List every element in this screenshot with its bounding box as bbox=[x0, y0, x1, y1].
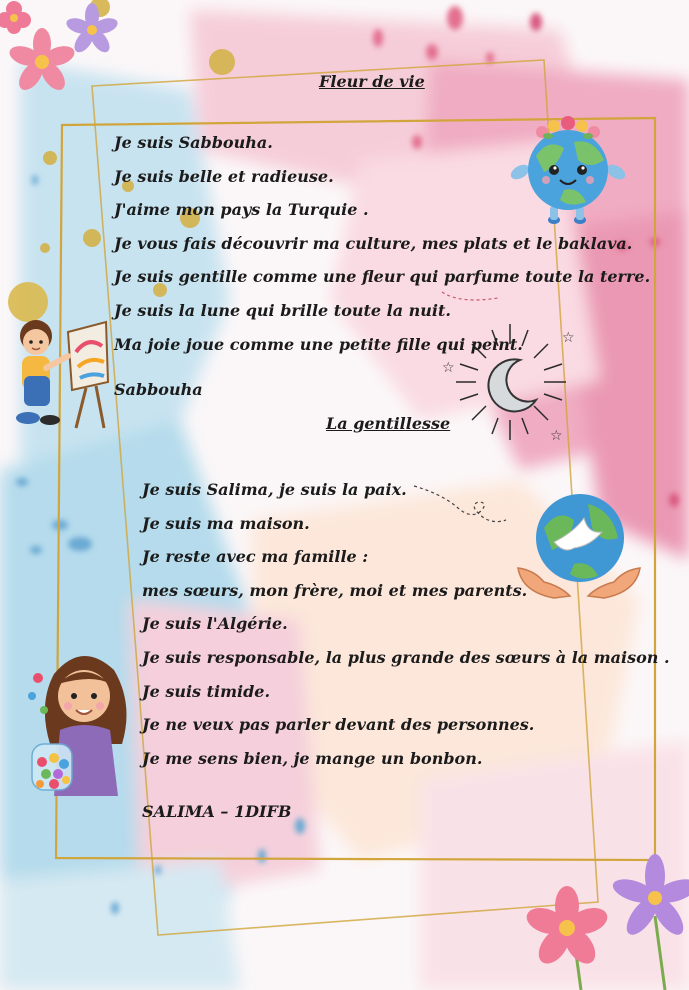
poem-line: J'aime mon pays la Turquie . bbox=[114, 200, 369, 220]
poem-line: Je suis l'Algérie. bbox=[142, 614, 288, 634]
poem-line: Je suis responsable, la plus grande des sœurs à la maison . bbox=[142, 647, 670, 667]
poem-line: Ma joie joue comme une petite fille qui peint. bbox=[114, 334, 523, 354]
poem-line: Je suis gentille comme une fleur qui parfume toute la terre. bbox=[114, 267, 651, 287]
poem2-title: La gentillesse bbox=[326, 414, 451, 433]
poem1-body bbox=[114, 126, 650, 361]
poem-line: Je suis ma maison. bbox=[142, 513, 310, 533]
poem-line: Je ne veux pas parler devant des personnes. bbox=[142, 715, 535, 735]
poem-line: Je me sens bien, je mange un bonbon. bbox=[142, 748, 483, 768]
svg-text:☆: ☆ bbox=[562, 330, 575, 346]
poem-line: Je reste avec ma famille : bbox=[142, 547, 369, 567]
poem-line: Je suis Salima, je suis la paix. bbox=[142, 480, 407, 499]
poem-line: Je suis belle et radieuse. bbox=[114, 166, 334, 186]
poem2-signature: SALIMA – 1DIFB bbox=[142, 802, 292, 821]
poem1-signature: Sabbouha bbox=[114, 380, 203, 399]
svg-text:☆: ☆ bbox=[550, 428, 563, 444]
poem1-title: Fleur de vie bbox=[319, 72, 425, 91]
girl-painting-easel-icon bbox=[6, 312, 110, 430]
poem-line: Je suis la lune qui brille toute la nuit. bbox=[114, 300, 451, 320]
poem-line: Je vous fais découvrir ma culture, mes plats et le baklava. bbox=[114, 233, 633, 253]
poem-line: mes sœurs, mon frère, moi et mes parents. bbox=[142, 580, 528, 600]
flower-cluster-bottom-right-icon bbox=[515, 846, 689, 990]
girl-with-candy-jar-icon bbox=[24, 644, 142, 796]
poem2-body bbox=[142, 473, 670, 775]
svg-text:☆: ☆ bbox=[442, 360, 455, 376]
poem-line: Je suis timide. bbox=[142, 681, 271, 701]
flower-cluster-top-left-icon bbox=[0, 0, 140, 110]
poem-line: Je suis Sabbouha. bbox=[114, 133, 273, 152]
